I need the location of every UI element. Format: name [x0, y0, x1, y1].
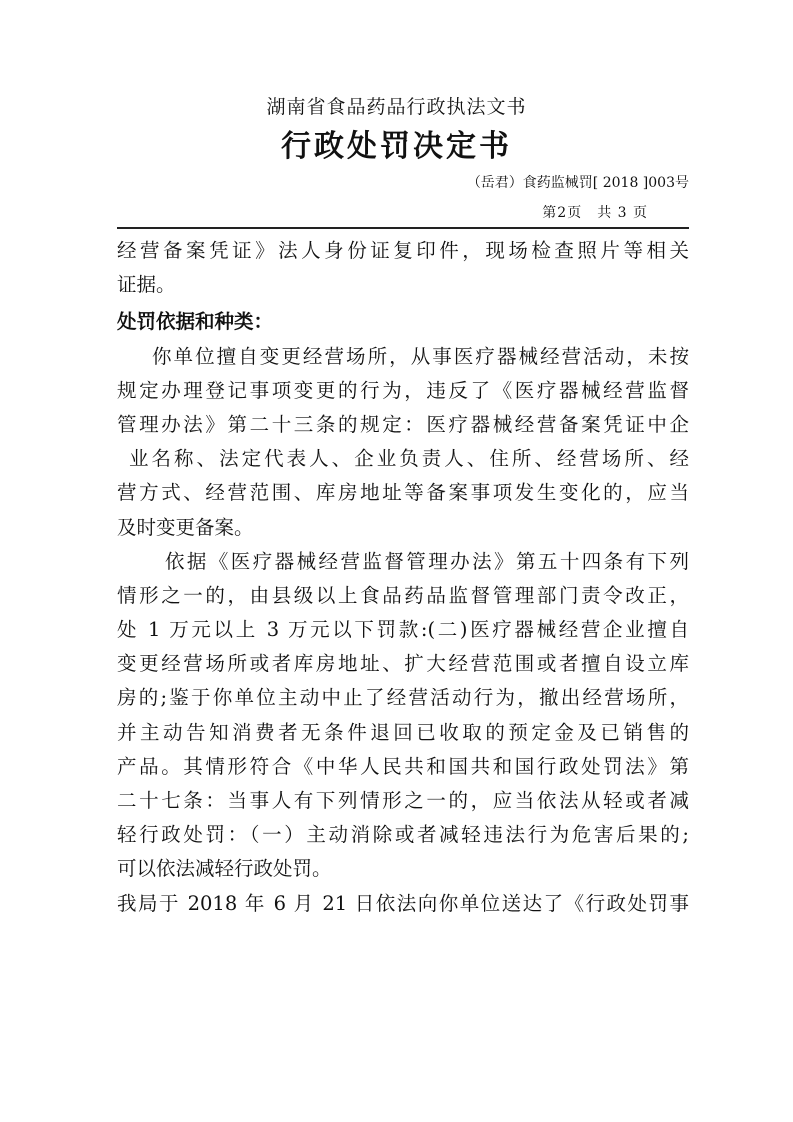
document-category: 湖南省食品药品行政执法文书	[266, 96, 527, 118]
document-title: 行政处罚决定书	[281, 129, 512, 164]
text-line: 我局于 2018 年 6 月 21 日依法向你单位送达了《行政处罚事	[117, 891, 689, 915]
text-line: 产品。其情形符合《中华人民共和国共和国行政处罚法》第	[117, 754, 689, 778]
text-line: 你单位擅自变更经营场所，从事医疗器械经营活动，未按	[152, 344, 689, 368]
document-body	[117, 234, 689, 921]
text-line: 业名称、法定代表人、企业负责人、住所、经营场所、经	[129, 447, 689, 471]
text-line: 及时变更备案。	[117, 515, 254, 539]
text-line: 管理办法》第二十三条的规定：医疗器械经营备案凭证中企	[117, 412, 689, 436]
text-line: 经营备案凭证》法人身份证复印件，现场检查照片等相关	[117, 239, 689, 262]
text-line: 轻行政处罚：（一）主动消除或者减轻违法行为危害后果的;	[117, 823, 689, 847]
text-line: 营方式、经营范围、库房地址等备案事项发生变化的，应当	[117, 481, 689, 505]
text-line: 房的;鉴于你单位主动中止了经营活动行为，撤出经营场所，	[117, 686, 689, 710]
text-line: 规定办理登记事项变更的行为，违反了《医疗器械经营监督	[117, 378, 689, 402]
header-divider	[117, 227, 689, 229]
text-line: 可以依法减轻行政处罚。	[117, 857, 332, 881]
document-number: （岳君）食药监械罚[ 2018 ]003号	[466, 175, 689, 191]
text-line: 处 1 万元以上 3 万元以下罚款:(二)医疗器械经营企业擅自	[117, 618, 689, 642]
text-line: 并主动告知消费者无条件退回已收取的预定金及已销售的	[117, 720, 689, 744]
text-line: 二十七条：当事人有下列情形之一的，应当依法从轻或者减	[117, 789, 689, 812]
section-heading: 处罚依据和种类：	[117, 310, 274, 334]
text-line: 依据《医疗器械经营监督管理办法》第五十四条有下列	[165, 549, 689, 573]
text-line: 情形之一的，由县级以上食品药品监督管理部门责令改正，	[117, 583, 689, 607]
text-line: 证据。	[117, 273, 176, 297]
page-indicator: 第2页 共 3 页	[542, 205, 648, 221]
text-line: 变更经营场所或者库房地址、扩大经营范围或者擅自设立库	[117, 652, 689, 676]
